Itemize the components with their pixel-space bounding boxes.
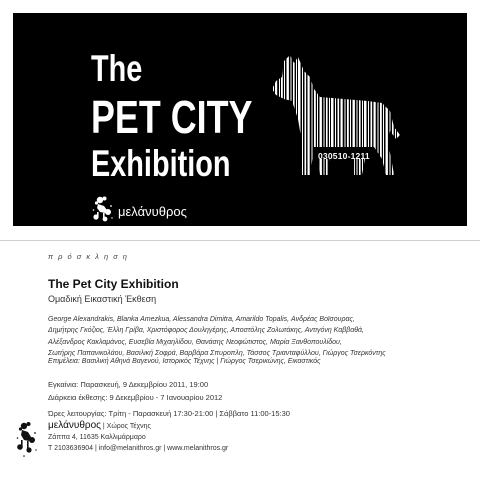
opening-hours: Ώρες λειτουργίας: Τρίτη - Παρασκευή 17:30-21:00 | Σάββατο 11:00-15:30	[48, 409, 290, 418]
gallery-name: μελάνυθρος	[48, 420, 101, 431]
artists-line: George Alexandrakis, Blanka Amezkua, Alessandra Dimitra, Amarildo Topalis, Ανδρέας Βοϊσουρας,	[48, 316, 355, 323]
card-fold-divider	[0, 240, 480, 241]
exhibition-title: The Pet City Exhibition	[48, 277, 179, 291]
invitation-label: π ρ ό σ κ λ η σ η	[48, 252, 129, 261]
exhibition-duration: Διάρκεια έκθεσης: 9 Δεκεμβρίου - 7 Ιανουαρίου 2012	[48, 393, 223, 402]
opening-date: Εγκαίνια: Παρασκευή, 9 Δεκεμβρίου 2011, 19:00	[48, 380, 209, 389]
invitation-front	[13, 13, 467, 226]
curators-line: Επιμέλεια: Βασιλική Αθηνά Βαγενού, Ιστορικός Τέχνης | Γιώργος Τσερικώνης, Εικαστικός	[48, 358, 321, 365]
poodle-splash-icon	[16, 420, 38, 460]
poodle-splash-icon	[91, 195, 115, 223]
artists-line: Σωτήρης Παπανικολάου, Βασιλική Σοφρά, Βαρβάρα Σπυροπλη, Τάσσος Τριανταφύλλου, Γιώργος Τσερκόντης	[48, 349, 386, 357]
artists-line: Αλέξανδρος Κακλαμάνος, Ευσεβία Μιχαηλίδου, Θανάσης Νεοφώτιστος, Μαρία Ξανθοπουλίδου,	[48, 338, 342, 346]
gallery-footer	[48, 420, 228, 454]
exhibition-dates	[48, 378, 222, 404]
gallery-type: | Χώρος Τέχνης	[100, 423, 151, 430]
artists-line: Δημήτρης Γκόζιος, Έλλη Γρίβα, Χριστόφορος Δουληγέρης, Αποστόλης Ζολωτάκης, Αντιγόνη Καββαθά,	[48, 327, 364, 335]
title-line-pet-city: PET CITY	[91, 91, 253, 143]
gallery-address: Ζάππα 4, 11635 Καλλιμάρμαρο	[48, 434, 146, 441]
gallery-contact: T 2103636904 | info@melanithros.gr | www.melanithros.gr	[48, 445, 229, 452]
artists-list	[48, 314, 458, 359]
title-line-the: The	[91, 48, 143, 89]
title-line-exhibition: Exhibition	[91, 143, 231, 184]
barcode-number: 030510-1211	[318, 151, 370, 161]
exhibition-subtitle: Ομαδική Εικαστική Έκθεση	[48, 294, 157, 304]
gallery-name-front: μελάνυθρος	[118, 204, 187, 219]
